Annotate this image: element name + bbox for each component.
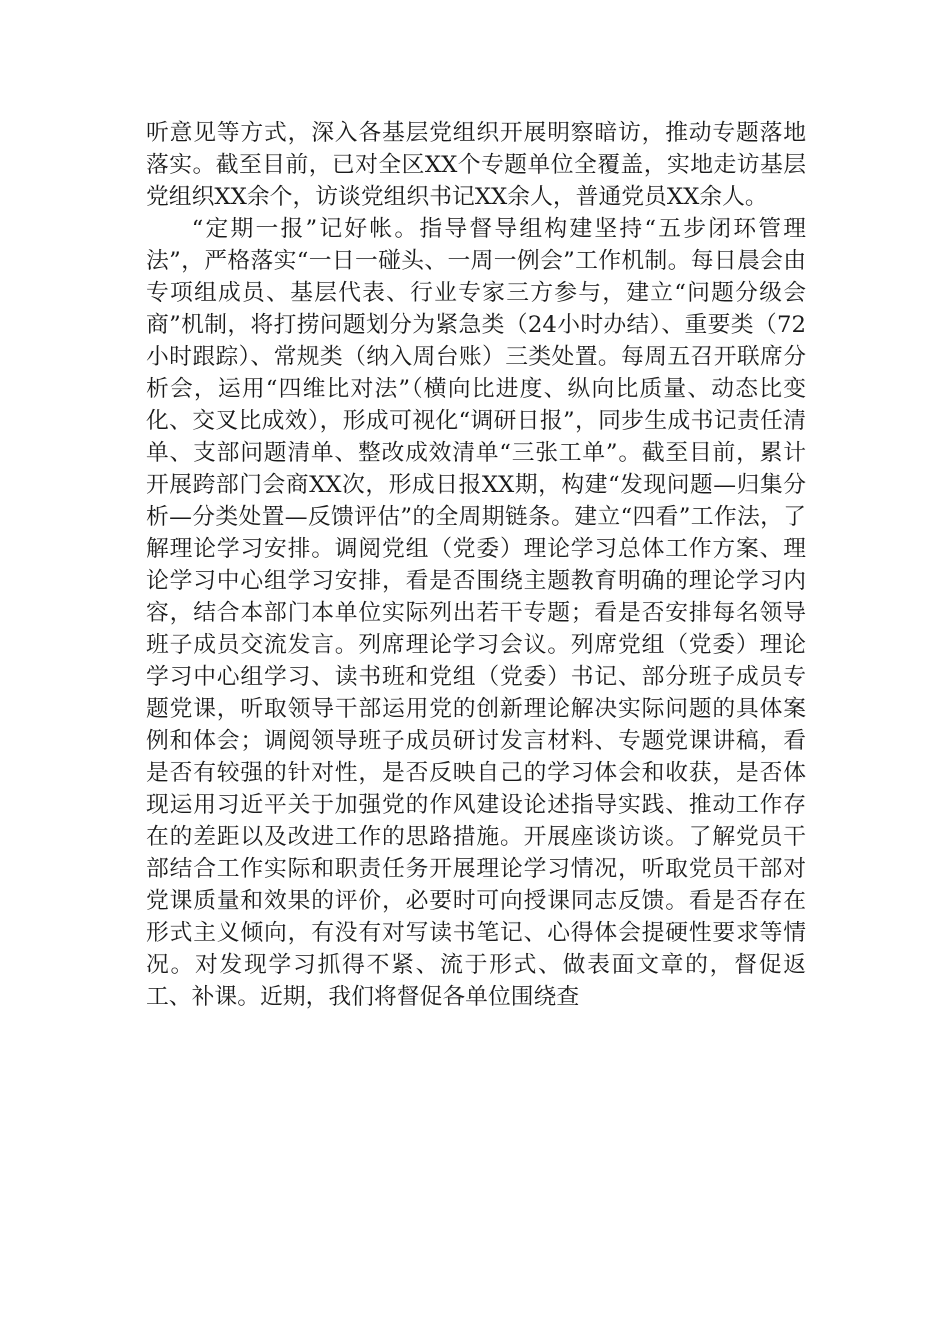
paragraph-regular-report: “定期一报”记好帐。指导督导组构建坚持“五步闭环管理法”，严格落实“一日一碰头、一周一例会”工作机制。每日晨会由专项组成员、基层代表、行业专家三方参与，建立“问题分级会商”机制，将打捞问题划分为紧急类（24小时办结）、重要类（72小时跟踪）、常规类（纳入周台账）三类处置。每周五召开联席分析会，运用“四维比对法”（横向比进度、纵向比质量、动态比变化、交叉比成效），形成可视化“调研日报”，同步生成书记责任清单、支部问题清单、整改成效清单“三张工单”。截至目前，累计开展跨部门会商XX次，形成日报XX期，构建“发现问题—归集分析—分类处置—反馈评估”的全周期链条。建立“四看”工作法，了解理论学习安排。调阅党组（党委）理论学习总体工作方案、理论学习中心组学习安排，看是否围绕主题教育明确的理论学习内容，结合本部门本单位实际列出若干专题；看是否安排每名领导班子成员交流发言。列席理论学习会议。列席党组（党委）理论学习中心组学习、读书班和党组（党委）书记、部分班子成员专题党课，听取领导干部运用党的创新理论解决实际问题的具体案例和体会；调阅领导班子成员研讨发言材料、专题党课讲稿，看是否有较强的针对性，是否反映自己的学习体会和收获，是否体现运用习近平关于加强党的作风建设论述指导实践、推动工作存在的差距以及改进工作的思路措施。开展座谈访谈。了解党员干部结合工作实际和职责任务开展理论学习情况，听取党员干部对党课质量和效果的评价，必要时可向授课同志反馈。看是否存在形式主义倾向，有没有对写读书笔记、心得体会提硬性要求等情况。对发现学习抓得不紧、流于形式、做表面文章的，督促返工、补课。近期，我们将督促各单位围绕查 <box>146 216 806 1010</box>
document-page <box>146 117 806 1013</box>
paragraph-continuation: 听意见等方式，深入各基层党组织开展明察暗访，推动专题落地落实。截至目前，已对全区XX个专题单位全覆盖，实地走访基层党组织XX余个，访谈党组织书记XX余人，普通党员XX余人。 <box>146 120 806 210</box>
